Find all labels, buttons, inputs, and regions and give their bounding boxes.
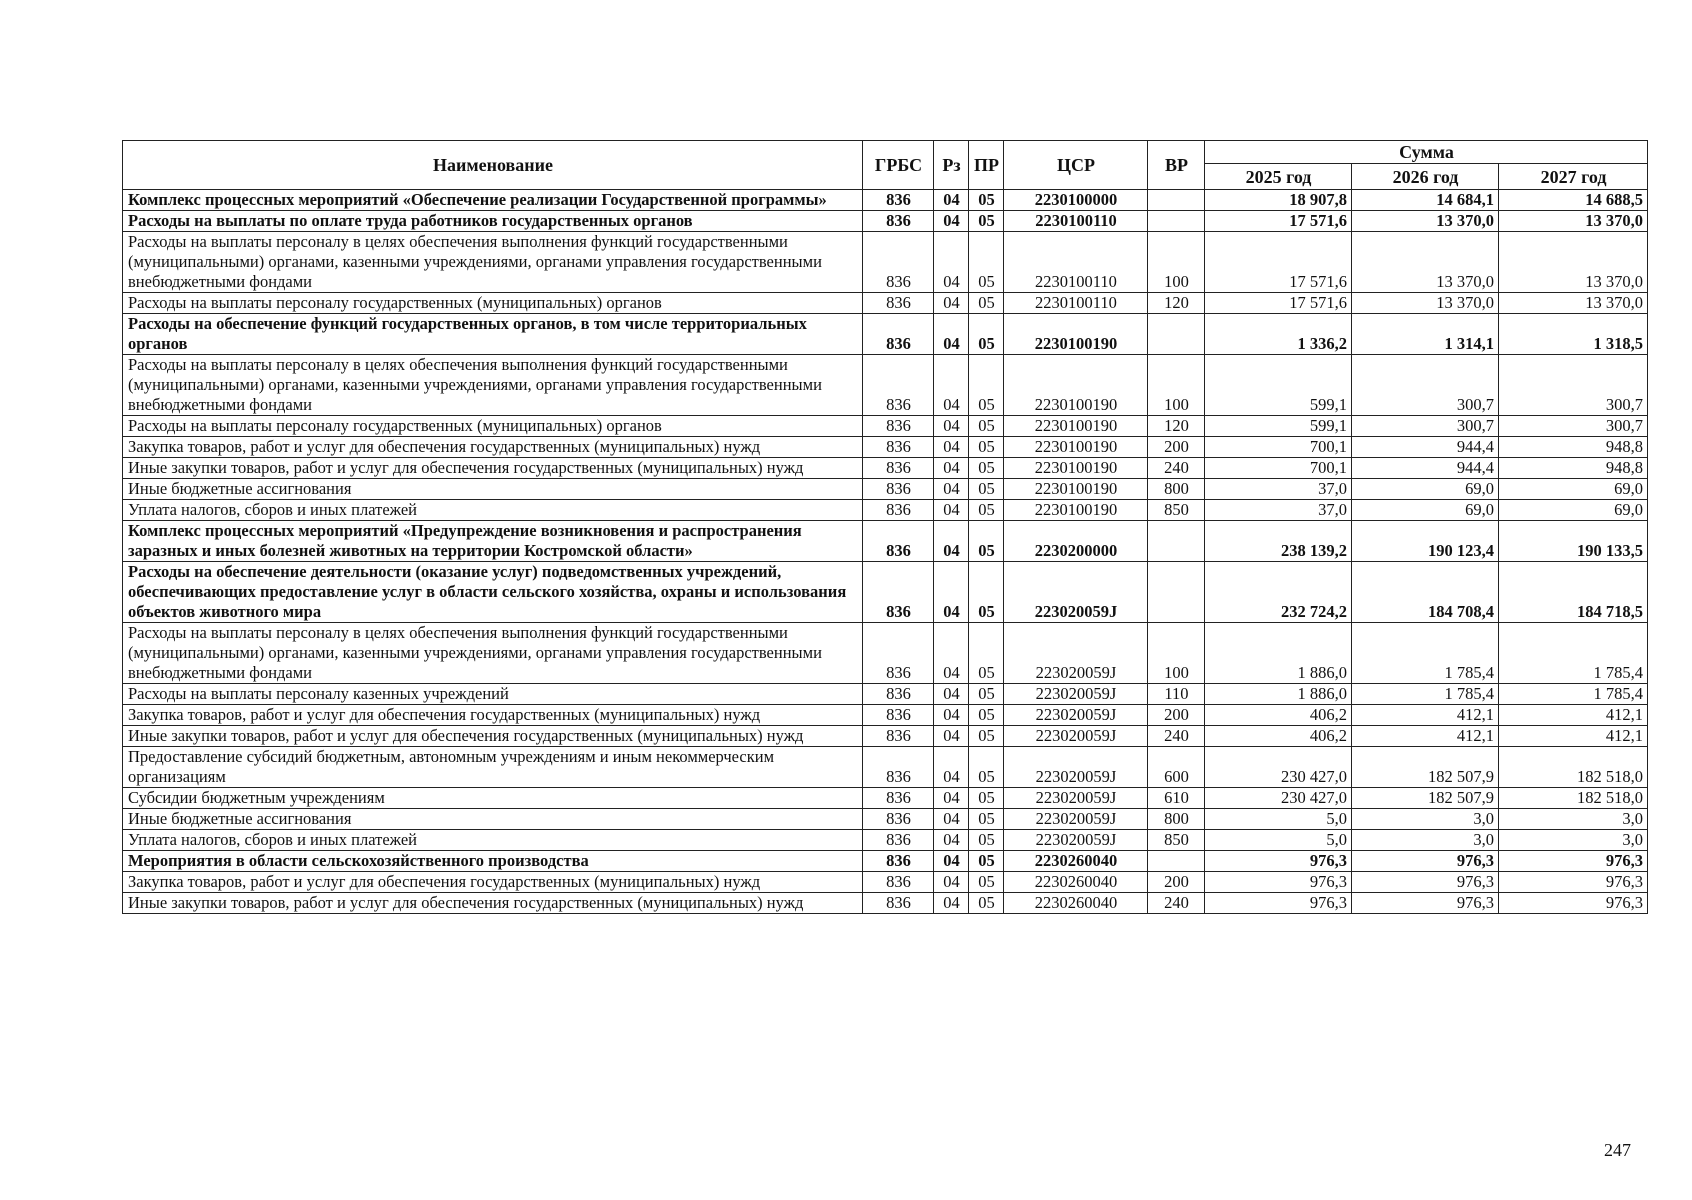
cell-2025: 1 336,2 [1205,314,1352,355]
cell-pr: 05 [969,747,1004,788]
cell-name: Иные закупки товаров, работ и услуг для обеспечения государственных (муниципальных) нужд [123,726,863,747]
cell-2026: 412,1 [1352,705,1499,726]
cell-vr [1148,562,1205,623]
cell-pr: 05 [969,500,1004,521]
cell-2026: 190 123,4 [1352,521,1499,562]
cell-2025: 230 427,0 [1205,747,1352,788]
cell-pr: 05 [969,293,1004,314]
cell-2027: 412,1 [1499,705,1648,726]
cell-csr: 223020059J [1004,623,1148,684]
cell-name: Мероприятия в области сельскохозяйственного производства [123,851,863,872]
cell-rz: 04 [934,705,969,726]
cell-pr: 05 [969,851,1004,872]
cell-name: Закупка товаров, работ и услуг для обеспечения государственных (муниципальных) нужд [123,705,863,726]
cell-rz: 04 [934,788,969,809]
cell-csr: 2230260040 [1004,851,1148,872]
cell-csr: 223020059J [1004,788,1148,809]
cell-2026: 3,0 [1352,830,1499,851]
cell-2027: 1 785,4 [1499,684,1648,705]
cell-2026: 1 785,4 [1352,684,1499,705]
cell-csr: 223020059J [1004,726,1148,747]
cell-pr: 05 [969,726,1004,747]
cell-grbs: 836 [863,500,934,521]
table-row [123,851,1648,872]
cell-2027: 13 370,0 [1499,293,1648,314]
cell-name: Иные бюджетные ассигнования [123,809,863,830]
cell-csr: 2230100000 [1004,190,1148,211]
cell-2026: 69,0 [1352,500,1499,521]
cell-pr: 05 [969,623,1004,684]
cell-2025: 17 571,6 [1205,211,1352,232]
cell-2027: 3,0 [1499,830,1648,851]
cell-2025: 37,0 [1205,479,1352,500]
cell-2025: 976,3 [1205,893,1352,914]
cell-2025: 17 571,6 [1205,293,1352,314]
header-name: Наименование [123,141,863,190]
cell-pr: 05 [969,521,1004,562]
cell-2025: 599,1 [1205,416,1352,437]
cell-2027: 976,3 [1499,851,1648,872]
cell-name: Уплата налогов, сборов и иных платежей [123,500,863,521]
cell-2026: 976,3 [1352,893,1499,914]
table-row [123,623,1648,684]
cell-csr: 2230100190 [1004,437,1148,458]
cell-2026: 300,7 [1352,355,1499,416]
cell-pr: 05 [969,458,1004,479]
cell-vr: 200 [1148,705,1205,726]
cell-2026: 14 684,1 [1352,190,1499,211]
cell-csr: 223020059J [1004,809,1148,830]
table-row [123,562,1648,623]
cell-2027: 976,3 [1499,893,1648,914]
header-csr: ЦСР [1004,141,1148,190]
cell-csr: 2230260040 [1004,872,1148,893]
table-row [123,479,1648,500]
cell-name: Комплекс процессных мероприятий «Предупреждение возникновения и распространения заразных и иных болезней животных на территории Костромской области» [123,521,863,562]
cell-2025: 5,0 [1205,830,1352,851]
cell-2027: 13 370,0 [1499,211,1648,232]
cell-vr: 100 [1148,232,1205,293]
table-row [123,893,1648,914]
cell-grbs: 836 [863,355,934,416]
cell-name: Закупка товаров, работ и услуг для обеспечения государственных (муниципальных) нужд [123,872,863,893]
cell-name: Расходы на обеспечение функций государственных органов, в том числе территориальных органов [123,314,863,355]
cell-csr: 2230100190 [1004,416,1148,437]
cell-vr: 240 [1148,458,1205,479]
cell-pr: 05 [969,562,1004,623]
cell-rz: 04 [934,293,969,314]
cell-2025: 700,1 [1205,458,1352,479]
cell-csr: 2230100190 [1004,479,1148,500]
cell-csr: 2230100190 [1004,458,1148,479]
cell-rz: 04 [934,872,969,893]
cell-csr: 2230200000 [1004,521,1148,562]
cell-rz: 04 [934,479,969,500]
cell-pr: 05 [969,314,1004,355]
cell-2026: 300,7 [1352,416,1499,437]
header-grbs: ГРБС [863,141,934,190]
cell-csr: 223020059J [1004,705,1148,726]
cell-2026: 182 507,9 [1352,788,1499,809]
cell-2026: 944,4 [1352,458,1499,479]
page-number: 247 [1604,1140,1631,1160]
cell-2026: 412,1 [1352,726,1499,747]
header-year-2026: 2026 год [1352,164,1499,190]
cell-name: Расходы на выплаты персоналу казенных учреждений [123,684,863,705]
cell-2025: 406,2 [1205,726,1352,747]
cell-vr: 200 [1148,872,1205,893]
table-row [123,788,1648,809]
cell-2025: 1 886,0 [1205,684,1352,705]
table-row [123,705,1648,726]
cell-2027: 14 688,5 [1499,190,1648,211]
table-row [123,190,1648,211]
cell-2027: 948,8 [1499,437,1648,458]
cell-vr: 120 [1148,416,1205,437]
header-sum: Сумма [1205,141,1648,164]
table-row [123,416,1648,437]
cell-2025: 232 724,2 [1205,562,1352,623]
cell-pr: 05 [969,830,1004,851]
table-row [123,809,1648,830]
cell-name: Расходы на выплаты персоналу в целях обеспечения выполнения функций государственными (муниципальными) органами, казенными учреждениями, органами управления государственными внебюджетными фондами [123,355,863,416]
cell-2026: 1 314,1 [1352,314,1499,355]
cell-2026: 976,3 [1352,872,1499,893]
header-rz: Рз [934,141,969,190]
cell-pr: 05 [969,809,1004,830]
table-row [123,872,1648,893]
cell-name: Расходы на обеспечение деятельности (оказание услуг) подведомственных учреждений, обеспечивающих предоставление услуг в области сельского хозяйства, охраны и использования объектов животного мира [123,562,863,623]
cell-grbs: 836 [863,747,934,788]
cell-csr: 223020059J [1004,684,1148,705]
cell-csr: 2230100110 [1004,293,1148,314]
cell-2025: 238 139,2 [1205,521,1352,562]
cell-2026: 944,4 [1352,437,1499,458]
cell-2026: 13 370,0 [1352,293,1499,314]
cell-csr: 223020059J [1004,562,1148,623]
cell-csr: 2230100190 [1004,355,1148,416]
cell-name: Расходы на выплаты по оплате труда работников государственных органов [123,211,863,232]
cell-2025: 1 886,0 [1205,623,1352,684]
cell-rz: 04 [934,355,969,416]
cell-2026: 184 708,4 [1352,562,1499,623]
cell-csr: 2230100110 [1004,211,1148,232]
cell-name: Расходы на выплаты персоналу государственных (муниципальных) органов [123,293,863,314]
cell-grbs: 836 [863,479,934,500]
cell-vr: 610 [1148,788,1205,809]
cell-2027: 182 518,0 [1499,788,1648,809]
cell-vr: 600 [1148,747,1205,788]
cell-name: Субсидии бюджетным учреждениям [123,788,863,809]
cell-2027: 13 370,0 [1499,232,1648,293]
cell-vr: 110 [1148,684,1205,705]
table-row [123,747,1648,788]
cell-rz: 04 [934,830,969,851]
cell-2027: 412,1 [1499,726,1648,747]
cell-grbs: 836 [863,705,934,726]
cell-2027: 1 785,4 [1499,623,1648,684]
table-row [123,830,1648,851]
table-row [123,726,1648,747]
cell-vr: 850 [1148,830,1205,851]
cell-rz: 04 [934,458,969,479]
cell-2027: 976,3 [1499,872,1648,893]
cell-2027: 184 718,5 [1499,562,1648,623]
cell-vr: 200 [1148,437,1205,458]
cell-2027: 182 518,0 [1499,747,1648,788]
cell-grbs: 836 [863,190,934,211]
table-row [123,458,1648,479]
cell-2027: 190 133,5 [1499,521,1648,562]
cell-2027: 3,0 [1499,809,1648,830]
header-year-2025: 2025 год [1205,164,1352,190]
table-row [123,232,1648,293]
cell-grbs: 836 [863,458,934,479]
cell-rz: 04 [934,726,969,747]
table-row [123,500,1648,521]
cell-rz: 04 [934,747,969,788]
cell-csr: 2230100190 [1004,500,1148,521]
cell-pr: 05 [969,684,1004,705]
table-row [123,355,1648,416]
cell-rz: 04 [934,684,969,705]
cell-rz: 04 [934,893,969,914]
cell-2025: 17 571,6 [1205,232,1352,293]
cell-2025: 230 427,0 [1205,788,1352,809]
cell-vr [1148,190,1205,211]
cell-pr: 05 [969,190,1004,211]
cell-pr: 05 [969,355,1004,416]
cell-grbs: 836 [863,830,934,851]
cell-rz: 04 [934,314,969,355]
cell-grbs: 836 [863,788,934,809]
cell-pr: 05 [969,872,1004,893]
cell-vr [1148,851,1205,872]
cell-csr: 223020059J [1004,830,1148,851]
cell-vr [1148,521,1205,562]
cell-2026: 976,3 [1352,851,1499,872]
cell-2027: 300,7 [1499,416,1648,437]
cell-vr: 240 [1148,893,1205,914]
cell-rz: 04 [934,500,969,521]
cell-rz: 04 [934,623,969,684]
cell-name: Иные закупки товаров, работ и услуг для обеспечения государственных (муниципальных) нужд [123,893,863,914]
cell-name: Уплата налогов, сборов и иных платежей [123,830,863,851]
cell-2027: 300,7 [1499,355,1648,416]
table-row [123,521,1648,562]
cell-2027: 69,0 [1499,500,1648,521]
cell-vr: 800 [1148,479,1205,500]
cell-2026: 182 507,9 [1352,747,1499,788]
cell-2026: 13 370,0 [1352,211,1499,232]
cell-rz: 04 [934,851,969,872]
budget-table [122,140,1648,914]
cell-grbs: 836 [863,726,934,747]
cell-name: Комплекс процессных мероприятий «Обеспечение реализации Государственной программы» [123,190,863,211]
cell-name: Расходы на выплаты персоналу в целях обеспечения выполнения функций государственными (муниципальными) органами, казенными учреждениями, органами управления государственными внебюджетными фондами [123,232,863,293]
cell-name: Закупка товаров, работ и услуг для обеспечения государственных (муниципальных) нужд [123,437,863,458]
cell-rz: 04 [934,232,969,293]
table-row [123,437,1648,458]
cell-2026: 3,0 [1352,809,1499,830]
cell-2026: 69,0 [1352,479,1499,500]
cell-2025: 700,1 [1205,437,1352,458]
cell-name: Расходы на выплаты персоналу государственных (муниципальных) органов [123,416,863,437]
cell-csr: 223020059J [1004,747,1148,788]
cell-grbs: 836 [863,293,934,314]
cell-vr: 120 [1148,293,1205,314]
cell-grbs: 836 [863,562,934,623]
cell-rz: 04 [934,416,969,437]
cell-csr: 2230260040 [1004,893,1148,914]
cell-grbs: 836 [863,521,934,562]
cell-pr: 05 [969,893,1004,914]
table-row [123,684,1648,705]
cell-vr: 800 [1148,809,1205,830]
cell-2027: 1 318,5 [1499,314,1648,355]
header-vr: ВР [1148,141,1205,190]
cell-vr [1148,211,1205,232]
cell-2025: 37,0 [1205,500,1352,521]
cell-pr: 05 [969,788,1004,809]
cell-2026: 13 370,0 [1352,232,1499,293]
cell-name: Предоставление субсидий бюджетным, автономным учреждениям и иным некоммерческим организациям [123,747,863,788]
cell-pr: 05 [969,479,1004,500]
cell-name: Иные закупки товаров, работ и услуг для обеспечения государственных (муниципальных) нужд [123,458,863,479]
cell-2025: 976,3 [1205,872,1352,893]
cell-rz: 04 [934,562,969,623]
cell-pr: 05 [969,416,1004,437]
table-row [123,314,1648,355]
cell-grbs: 836 [863,893,934,914]
header-year-2027: 2027 год [1499,164,1648,190]
cell-name: Иные бюджетные ассигнования [123,479,863,500]
cell-2027: 69,0 [1499,479,1648,500]
cell-grbs: 836 [863,314,934,355]
table-row [123,211,1648,232]
cell-csr: 2230100190 [1004,314,1148,355]
cell-pr: 05 [969,211,1004,232]
cell-csr: 2230100110 [1004,232,1148,293]
cell-pr: 05 [969,232,1004,293]
cell-grbs: 836 [863,684,934,705]
table-body [123,190,1648,914]
table-row [123,293,1648,314]
cell-vr: 240 [1148,726,1205,747]
cell-rz: 04 [934,521,969,562]
header-pr: ПР [969,141,1004,190]
cell-pr: 05 [969,437,1004,458]
cell-vr: 100 [1148,355,1205,416]
cell-2027: 948,8 [1499,458,1648,479]
cell-rz: 04 [934,190,969,211]
cell-pr: 05 [969,705,1004,726]
cell-2025: 599,1 [1205,355,1352,416]
cell-grbs: 836 [863,416,934,437]
cell-vr: 850 [1148,500,1205,521]
cell-rz: 04 [934,211,969,232]
cell-2025: 5,0 [1205,809,1352,830]
cell-grbs: 836 [863,872,934,893]
cell-2025: 18 907,8 [1205,190,1352,211]
cell-rz: 04 [934,809,969,830]
cell-grbs: 836 [863,232,934,293]
cell-grbs: 836 [863,623,934,684]
cell-2026: 1 785,4 [1352,623,1499,684]
cell-name: Расходы на выплаты персоналу в целях обеспечения выполнения функций государственными (муниципальными) органами, казенными учреждениями, органами управления государственными внебюджетными фондами [123,623,863,684]
cell-grbs: 836 [863,809,934,830]
cell-2025: 406,2 [1205,705,1352,726]
cell-vr: 100 [1148,623,1205,684]
cell-grbs: 836 [863,437,934,458]
cell-grbs: 836 [863,851,934,872]
cell-vr [1148,314,1205,355]
cell-2025: 976,3 [1205,851,1352,872]
cell-grbs: 836 [863,211,934,232]
cell-rz: 04 [934,437,969,458]
